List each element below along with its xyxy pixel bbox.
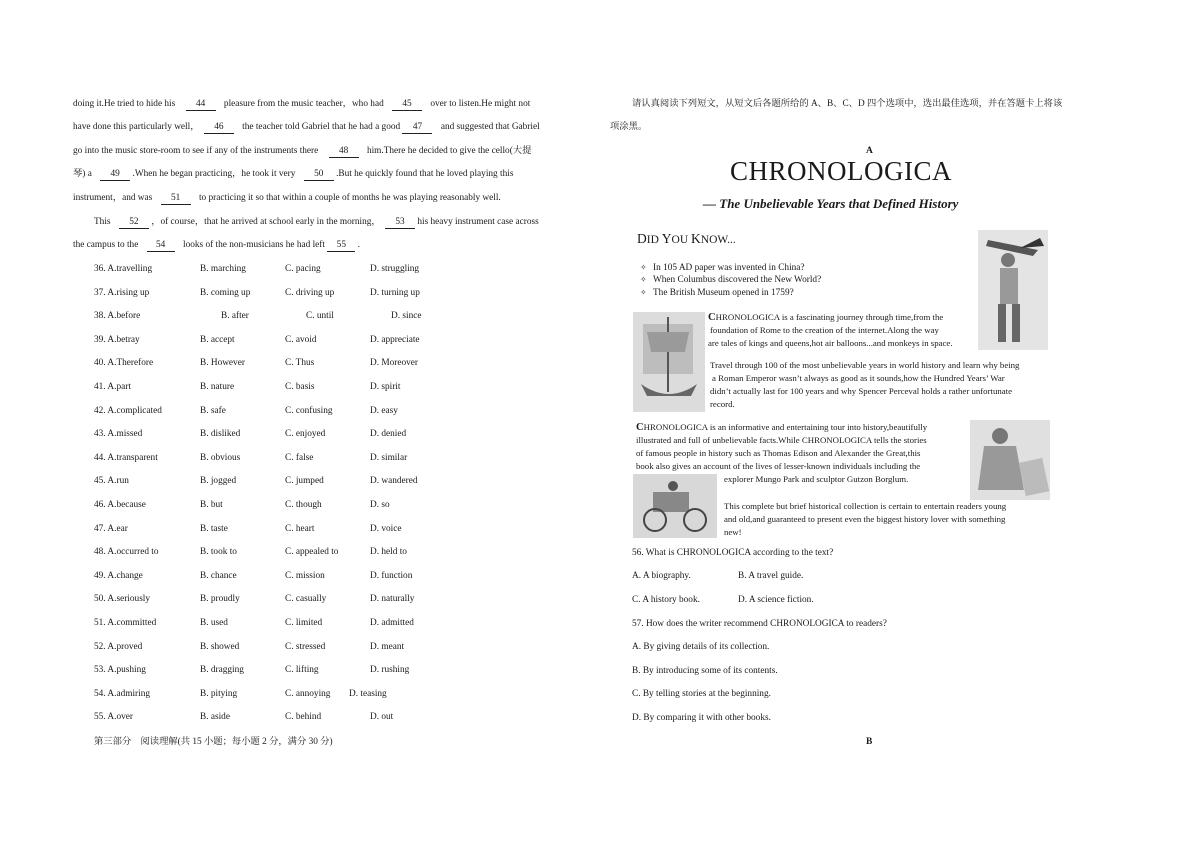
diamond-bullet-icon: ✧: [640, 263, 647, 272]
ad-paragraph-4: [724, 500, 1006, 539]
instructions-line-1: 请认真阅读下列短文，从短文后各题所给的 A、B、C、D 四个选项中，选出最佳选项，并在答题卡上将该: [632, 99, 1063, 109]
fact-item: ✧ In 105 AD paper was invented in China?: [640, 263, 805, 273]
option-item-d[interactable]: D. voice: [370, 523, 402, 534]
option-item-b[interactable]: B. dragging: [200, 665, 244, 676]
dyk-letter: K: [691, 231, 701, 246]
fact-item: ✧ The British Museum opened in 1759?: [640, 287, 794, 298]
option-item-b[interactable]: B. chance: [200, 570, 237, 581]
cloze-line-3: [73, 145, 531, 158]
cloze-text: have done this particularly well，: [73, 122, 200, 132]
option-item-c[interactable]: C. jumped: [285, 476, 324, 487]
cloze-text: This: [94, 217, 111, 227]
option-item-c[interactable]: C. driving up: [285, 287, 335, 298]
cloze-text: doing it.He tried to hide his: [73, 99, 176, 109]
option-item-c[interactable]: C. lifting: [285, 665, 319, 676]
option-item-a: 42. A.complicated: [94, 405, 162, 416]
option-item-b[interactable]: B. after: [221, 311, 249, 322]
cloze-line-4: [73, 168, 513, 181]
option-item-b[interactable]: B. but: [200, 500, 223, 510]
blank-53: 53: [385, 216, 415, 229]
option-item-d[interactable]: D. so: [370, 500, 390, 510]
option-item-c[interactable]: C. until: [306, 311, 334, 322]
option-item-c[interactable]: C. basis: [285, 382, 315, 392]
option-item-a: 46. A.because: [94, 500, 146, 510]
cloze-text: 琴) a: [73, 169, 92, 179]
option-item-a: 39. A.betray: [94, 334, 140, 345]
q56-stem: 56. What is CHRONOLOGICA according to the text?: [632, 548, 834, 558]
option-item-a: 53. A.pushing: [94, 665, 146, 676]
option-item-d[interactable]: D. teasing: [349, 688, 387, 699]
blank-44: 44: [186, 98, 216, 111]
option-item-b[interactable]: B. used: [200, 618, 228, 628]
cloze-text: him.There he decided to give the cello(大提: [366, 146, 532, 156]
option-item-c[interactable]: C. limited: [285, 618, 323, 628]
did-you-know-heading: [637, 231, 736, 247]
option-item-c[interactable]: C. confusing: [285, 405, 333, 416]
option-item-b[interactable]: B. obvious: [200, 452, 241, 463]
option-item-a: 48. A.occurred to: [94, 547, 159, 558]
option-item-c[interactable]: C. pacing: [285, 264, 321, 274]
option-item-a: 37. A.rising up: [94, 287, 150, 298]
option-item-d[interactable]: D. held to: [370, 547, 407, 558]
ad-line: CHRONOLOGICA is an informative and entertaining tour into history,beautifully: [636, 422, 928, 433]
option-item-b[interactable]: B. took to: [200, 547, 237, 558]
option-item-d[interactable]: D. appreciate: [370, 334, 420, 345]
ad-paragraph-2: [710, 359, 1019, 411]
cloze-line-5: [73, 192, 501, 205]
option-item-c[interactable]: C. heart: [285, 523, 315, 534]
diamond-bullet-icon: ✧: [640, 275, 647, 285]
option-item-a: 50. A.seriously: [94, 594, 151, 605]
ad-paragraph-1: [708, 311, 953, 350]
option-item-b[interactable]: B. jogged: [200, 476, 237, 487]
option-item-a: 41. A.part: [94, 382, 131, 392]
cloze-text: go into the music store-room to see if any of the instruments there: [73, 146, 319, 156]
dyk-text: ID: [646, 234, 662, 246]
ad-subtitle: — The Unbelievable Years that Defined History: [703, 196, 959, 211]
cloze-text: .: [357, 240, 360, 250]
blank-50: 50: [304, 168, 334, 181]
option-item-a: 45. A.run: [94, 476, 129, 487]
blank-46: 46: [204, 121, 234, 134]
cloze-text: over to listen.He might not: [430, 99, 531, 109]
ad-line: Travel through 100 of the most unbelievable years in world history and learn why being: [710, 360, 1020, 370]
ship-illustration: [633, 312, 705, 412]
option-item-a: 38. A.before: [94, 311, 141, 322]
cloze-text: to practicing it so that within a couple of months he was playing reasonably well.: [198, 193, 501, 203]
option-item-b[interactable]: B. accept: [200, 334, 235, 345]
blank-51: 51: [161, 192, 191, 205]
ad-line: are tales of kings and queens,hot air balloons...and monkeys in space.: [708, 338, 953, 348]
ad-line: of famous people in history such as Thomas Edison and Alexander the Great,this: [636, 448, 921, 458]
option-item-c[interactable]: C. stressed: [285, 641, 326, 652]
option-item-a: 52. A.proved: [94, 641, 143, 652]
option-item-d[interactable]: D. out: [370, 712, 394, 723]
q56-option-a[interactable]: A. A biography.: [632, 571, 691, 581]
ad-line: book also gives an account of the lives of lesser-known individuals including the: [636, 461, 921, 471]
option-item-d[interactable]: D. turning up: [370, 287, 420, 298]
option-item-c[interactable]: C. mission: [285, 570, 325, 581]
option-item-d[interactable]: D. function: [370, 570, 413, 581]
option-item-a: 49. A.change: [94, 570, 143, 581]
option-item-a: 36. A.travelling: [94, 264, 153, 274]
option-item-b[interactable]: B. coming up: [200, 287, 251, 298]
option-item-b[interactable]: B. aside: [200, 712, 230, 723]
cloze-line-1: [73, 98, 530, 111]
cloze-text: the teacher told Gabriel that he had a good: [242, 122, 401, 132]
ad-line: explorer Mungo Park and sculptor Gutzon Borglum.: [724, 474, 909, 484]
ad-line: a Roman Emperor wasn’t always as good as it sounds,how the Hundred Years’ War: [712, 373, 1005, 383]
option-item-b[interactable]: B. marching: [200, 264, 246, 274]
ad-line: new!: [724, 527, 742, 537]
blank-47: 47: [402, 121, 432, 134]
cloze-line-6: [94, 216, 539, 229]
cloze-line-2: [73, 121, 540, 134]
ad-title: CHRONOLOGICA: [730, 156, 952, 186]
option-item-b[interactable]: B. proudly: [200, 594, 240, 605]
option-item-d[interactable]: D. meant: [370, 641, 405, 652]
blank-49: 49: [100, 168, 130, 181]
option-item-c[interactable]: C. behind: [285, 712, 322, 723]
ad-line: didn’t actually last for 100 years and why Spencer Perceval holds a rather unfortunate: [710, 386, 1013, 396]
option-item-d[interactable]: D. rushing: [370, 665, 410, 676]
cloze-line-7: [73, 239, 360, 252]
dyk-text: OU: [671, 234, 692, 246]
cloze-text: and suggested that Gabriel: [440, 122, 540, 132]
q57-option-a[interactable]: A. By giving details of its collection.: [632, 642, 770, 652]
option-item-c[interactable]: C. casually: [285, 594, 327, 605]
option-item-a: 55. A.over: [94, 712, 133, 723]
cloze-text: .But he quickly found that he loved playing this: [336, 169, 514, 179]
cloze-text: .When he began practicing，he took it very: [132, 169, 296, 179]
option-item-d[interactable]: D. naturally: [370, 594, 415, 605]
option-item-d[interactable]: D. denied: [370, 429, 407, 440]
seated-figure-illustration: [970, 420, 1050, 500]
blank-54: 54: [147, 239, 175, 252]
section-b-label: B: [866, 737, 873, 747]
blank-45: 45: [392, 98, 422, 111]
option-item-a: 47. A.ear: [94, 523, 128, 534]
cloze-text: the campus to the: [73, 240, 139, 250]
option-item-c[interactable]: C. false: [285, 452, 314, 463]
option-item-d[interactable]: D. similar: [370, 452, 408, 463]
option-item-a: 54. A.admiring: [94, 688, 151, 699]
facts-list: [640, 262, 821, 299]
ad-line: foundation of Rome to the creation of the internet.Along the way: [710, 325, 939, 335]
option-item-a: 51. A.committed: [94, 618, 157, 628]
dyk-text: NOW...: [700, 234, 736, 246]
option-item-d[interactable]: D. easy: [370, 405, 398, 416]
ad-line: and old,and guaranteed to present even the biggest history lover with something: [724, 514, 1006, 524]
option-item-c[interactable]: C. Thus: [285, 358, 315, 369]
cloze-text: his heavy instrument case across: [417, 217, 539, 227]
option-item-d[interactable]: D. since: [391, 311, 422, 322]
ad-line: record.: [710, 399, 735, 409]
q56-option-c[interactable]: C. A history book.: [632, 595, 700, 605]
instructions-line-2: 项涂黑。: [610, 122, 648, 132]
option-item-b[interactable]: B. pitying: [200, 688, 238, 699]
cloze-text: pleasure from the music teacher，who had: [223, 99, 384, 109]
cloze-text: ，of course，that he arrived at school early in the morning，: [151, 217, 381, 227]
option-item-a: 44. A.transparent: [94, 452, 158, 463]
q57-option-d[interactable]: D. By comparing it with other books.: [632, 713, 771, 723]
q56-option-d[interactable]: D. A science fiction.: [738, 595, 814, 605]
ad-line: illustrated and full of unbelievable facts.While CHRONOLOGICA tells the stories: [636, 435, 927, 445]
q57-option-b[interactable]: B. By introducing some of its contents.: [632, 666, 778, 676]
part3-heading: 第三部分 阅读理解(共 15 小题；每小题 2 分，满分 30 分): [94, 737, 333, 747]
q56-option-b[interactable]: B. A travel guide.: [738, 571, 804, 581]
dyk-letter: D: [637, 231, 647, 246]
option-item-b[interactable]: B. showed: [200, 641, 240, 652]
ad-line: This complete but brief historical collection is certain to entertain readers young: [724, 501, 1007, 511]
historic-figure-illustration: [978, 230, 1048, 350]
option-item-b[interactable]: B. disliked: [200, 429, 241, 440]
option-item-c[interactable]: C. though: [285, 500, 322, 510]
option-item-d[interactable]: D. admitted: [370, 618, 414, 628]
section-a-label: A: [866, 146, 873, 156]
q57-stem: 57. How does the writer recommend CHRONOLOGICA to readers?: [632, 619, 887, 629]
ad-line: CHRONOLOGICA is a fascinating journey through time,from the: [708, 312, 944, 323]
q57-option-c[interactable]: C. By telling stories at the beginning.: [632, 689, 771, 699]
option-item-c[interactable]: C. annoying: [285, 688, 331, 699]
option-item-d[interactable]: D. spirit: [370, 382, 401, 392]
option-item-b[interactable]: B. nature: [200, 382, 235, 392]
fact-item: ✧ When Columbus discovered the New World?: [640, 275, 822, 286]
option-item-c[interactable]: C. enjoyed: [285, 429, 326, 440]
option-item-a: 40. A.Therefore: [94, 358, 154, 369]
option-item-d[interactable]: D. wandered: [370, 476, 418, 487]
carriage-illustration: [633, 474, 717, 538]
blank-48: 48: [329, 145, 359, 158]
option-item-c[interactable]: C. avoid: [285, 334, 317, 345]
blank-52: 52: [119, 216, 149, 229]
option-item-d[interactable]: D. struggling: [370, 264, 420, 274]
diamond-bullet-icon: ✧: [640, 287, 647, 297]
option-item-d[interactable]: D. Moreover: [370, 358, 419, 369]
option-item-b[interactable]: B. safe: [200, 405, 226, 416]
cloze-text: looks of the non-musicians he had left: [182, 240, 325, 250]
option-item-b[interactable]: B. However: [200, 358, 245, 369]
blank-55: 55: [327, 239, 355, 252]
option-item-b[interactable]: B. taste: [200, 523, 228, 534]
option-item-a: 43. A.missed: [94, 429, 143, 440]
dyk-letter: Y: [661, 231, 672, 246]
option-item-c[interactable]: C. appealed to: [285, 547, 339, 558]
cloze-text: instrument，and was: [73, 193, 153, 203]
